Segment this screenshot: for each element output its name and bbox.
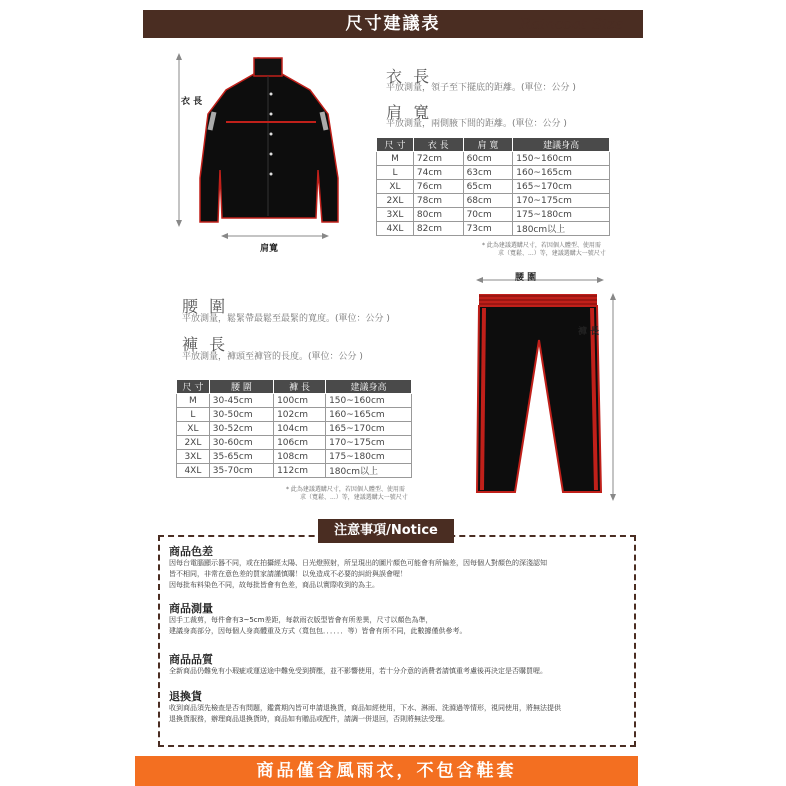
table-cell: 2XL bbox=[177, 436, 210, 450]
notice-section-text bbox=[169, 558, 629, 591]
pants-note-line2: 求（寬鬆、...）等，建議選購大一號尺寸 bbox=[300, 494, 408, 501]
table-row bbox=[377, 194, 610, 208]
table-cell: 160~165cm bbox=[513, 166, 610, 180]
table-header-row bbox=[177, 380, 412, 394]
table-row bbox=[177, 408, 412, 422]
notice-line: 全新商品仍難免有小瑕疵或運送途中難免受到擠壓，並不影響使用，若十分介意的消費者請慎重考慮後再決定是否購買喔。 bbox=[169, 667, 547, 675]
table-row bbox=[177, 394, 412, 408]
pants-size-table bbox=[176, 379, 412, 478]
pants-length-label: 褲 長 bbox=[578, 327, 600, 337]
notice-line: 建議身高部分，因每個人身高體重及方式（寬包包．．．．．．等）皆會有所不同，此數據僅供參考。 bbox=[169, 627, 467, 635]
jacket-length-desc: 平放測量，領子至下擺底的距離。(單位：公分 ) bbox=[386, 83, 576, 93]
notice-section-text bbox=[169, 615, 629, 637]
table-row bbox=[377, 208, 610, 222]
table-row bbox=[377, 152, 610, 166]
table-cell: 4XL bbox=[177, 464, 210, 478]
jacket-note-line2: 求（寬鬆、...）等，建議選購大一號尺寸 bbox=[498, 250, 606, 257]
jacket-size-table bbox=[376, 137, 610, 236]
table-cell: 150~160cm bbox=[326, 394, 412, 408]
pants-waist-heading: 腰 圍 bbox=[182, 297, 229, 316]
table-cell: 30-52cm bbox=[209, 422, 273, 436]
table-cell: 65cm bbox=[463, 180, 513, 194]
pants-length-desc: 平放測量，褲頭至褲管的長度。(單位：公分 ) bbox=[182, 352, 363, 362]
table-header: 腰 圍 bbox=[209, 380, 273, 394]
table-cell: M bbox=[377, 152, 414, 166]
table-cell: 3XL bbox=[377, 208, 414, 222]
table-cell: 35-65cm bbox=[209, 450, 273, 464]
table-cell: 175~180cm bbox=[326, 450, 412, 464]
table-cell: 76cm bbox=[413, 180, 463, 194]
jacket-width-heading: 肩 寬 bbox=[386, 103, 433, 122]
page-title: 尺寸建議表 bbox=[345, 14, 441, 34]
jacket-length-heading: 衣 長 bbox=[386, 67, 433, 86]
table-cell: M bbox=[177, 394, 210, 408]
jacket-width-desc: 平放測量，兩側腋下間的距離。(單位：公分 ) bbox=[386, 119, 567, 129]
table-header-row bbox=[377, 138, 610, 152]
pants-waist-label: 腰 圍 bbox=[515, 273, 537, 283]
table-cell: 72cm bbox=[413, 152, 463, 166]
table-row bbox=[177, 436, 412, 450]
table-header: 衣 長 bbox=[413, 138, 463, 152]
table-row bbox=[177, 450, 412, 464]
table-header: 尺 寸 bbox=[177, 380, 210, 394]
table-cell: 30-50cm bbox=[209, 408, 273, 422]
table-cell: 150~160cm bbox=[513, 152, 610, 166]
table-cell: 78cm bbox=[413, 194, 463, 208]
table-cell: 170~175cm bbox=[326, 436, 412, 450]
table-header: 建議身高 bbox=[513, 138, 610, 152]
jacket-length-label: 衣 長 bbox=[181, 97, 203, 107]
table-cell: 170~175cm bbox=[513, 194, 610, 208]
table-row bbox=[177, 422, 412, 436]
table-cell: 108cm bbox=[274, 450, 326, 464]
table-cell: 4XL bbox=[377, 222, 414, 236]
table-cell: L bbox=[177, 408, 210, 422]
table-cell: 3XL bbox=[177, 450, 210, 464]
notice-line: 退換貨服務，辦理商品退換貨時，商品如有贈品或配件，請調一併退回，否則將無法受理。 bbox=[169, 715, 449, 723]
pants-note-line1: * 此為建議選購尺寸，若因個人體型、使用需 bbox=[286, 486, 405, 493]
page-subtitle: Raincoat Size bbox=[519, 15, 624, 33]
table-cell: 60cm bbox=[463, 152, 513, 166]
table-cell: L bbox=[377, 166, 414, 180]
notice-label: 注意事項/Notice bbox=[318, 519, 454, 543]
table-header: 建議身高 bbox=[326, 380, 412, 394]
table-cell: 30-60cm bbox=[209, 436, 273, 450]
notice-line: 因每台電腦顯示器不同，或在拍攝經太陽、日光燈照射，所呈現出的圖片顏色可能會有所偏差，因每個人對顏色的深淺認知 bbox=[169, 559, 547, 567]
notice-section-text bbox=[169, 703, 629, 725]
table-cell: 112cm bbox=[274, 464, 326, 478]
table-row bbox=[377, 180, 610, 194]
table-cell: 180cm以上 bbox=[326, 464, 412, 478]
pants-waist-desc: 平放測量，鬆緊帶最鬆至最緊的寬度。(單位：公分 ) bbox=[182, 314, 390, 324]
table-cell: 106cm bbox=[274, 436, 326, 450]
table-header: 尺 寸 bbox=[377, 138, 414, 152]
table-cell: XL bbox=[377, 180, 414, 194]
notice-section-title: 商品色差 bbox=[169, 545, 213, 558]
pants-length-heading: 褲 長 bbox=[182, 335, 229, 354]
table-cell: 180cm以上 bbox=[513, 222, 610, 236]
footer-text: 商品僅含風雨衣，不包含鞋套 bbox=[256, 761, 517, 781]
table-cell: XL bbox=[177, 422, 210, 436]
notice-section-title: 商品品質 bbox=[169, 653, 213, 666]
table-row bbox=[177, 464, 412, 478]
notice-section-text bbox=[169, 666, 629, 677]
jacket-width-label: 肩寬 bbox=[260, 244, 279, 254]
table-header: 褲 長 bbox=[274, 380, 326, 394]
table-cell: 165~170cm bbox=[326, 422, 412, 436]
table-cell: 80cm bbox=[413, 208, 463, 222]
notice-line: 因每批布料染色不同，故每批皆會有色差，商品以實際收到的為主。 bbox=[169, 581, 379, 589]
pants-illustration bbox=[455, 268, 625, 508]
table-cell: 30-45cm bbox=[209, 394, 273, 408]
table-cell: 160~165cm bbox=[326, 408, 412, 422]
footer-banner bbox=[135, 756, 638, 786]
table-header: 肩 寬 bbox=[463, 138, 513, 152]
table-row bbox=[377, 222, 610, 236]
table-cell: 74cm bbox=[413, 166, 463, 180]
table-cell: 104cm bbox=[274, 422, 326, 436]
table-cell: 2XL bbox=[377, 194, 414, 208]
table-cell: 73cm bbox=[463, 222, 513, 236]
table-cell: 68cm bbox=[463, 194, 513, 208]
jacket-illustration bbox=[170, 50, 350, 250]
notice-line: 收到商品須先檢查是否有問題，鑑賞期內皆可申請退換貨，商品如經使用，下水、淋雨、洗滌過等情形，視同使用，將無法提供 bbox=[169, 704, 561, 712]
notice-section-title: 商品測量 bbox=[169, 602, 213, 615]
table-row bbox=[377, 166, 610, 180]
table-cell: 63cm bbox=[463, 166, 513, 180]
notice-line: 皆不相同，非常在意色差的買家請謹慎購！以免造成不必要的糾紛與誤會喔！ bbox=[169, 570, 407, 578]
notice-line: 因手工裁剪，每件會有3~5cm差距，每款雨衣版型皆會有所差異，尺寸以顏色為準， bbox=[169, 616, 433, 624]
table-cell: 35-70cm bbox=[209, 464, 273, 478]
jacket-note-line1: * 此為建議選購尺寸，若因個人體型、使用需 bbox=[482, 242, 601, 249]
table-cell: 165~170cm bbox=[513, 180, 610, 194]
notice-section-title: 退換貨 bbox=[169, 690, 202, 703]
table-cell: 82cm bbox=[413, 222, 463, 236]
table-cell: 102cm bbox=[274, 408, 326, 422]
table-cell: 70cm bbox=[463, 208, 513, 222]
table-cell: 175~180cm bbox=[513, 208, 610, 222]
table-cell: 100cm bbox=[274, 394, 326, 408]
